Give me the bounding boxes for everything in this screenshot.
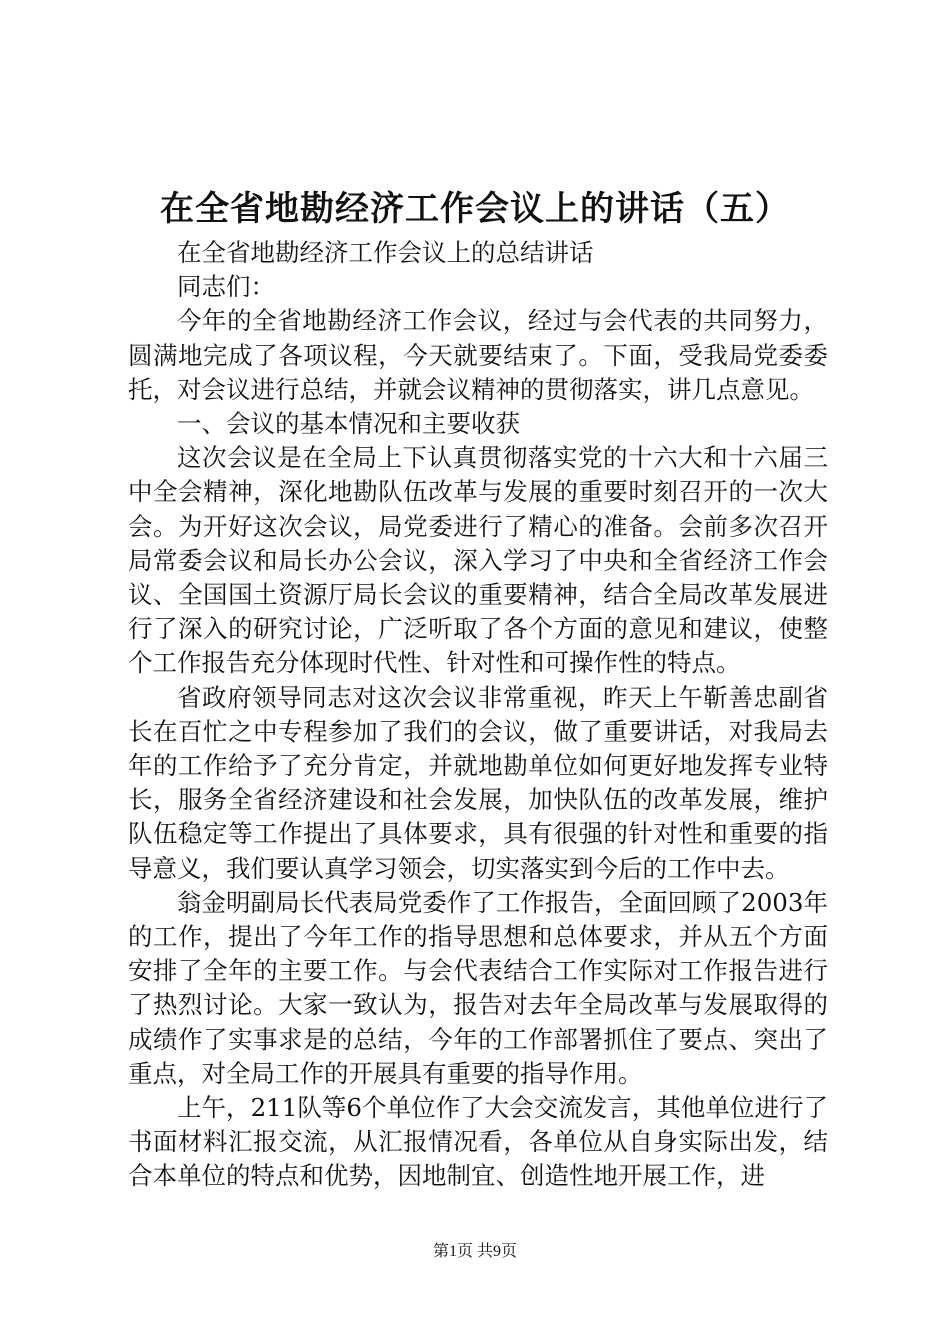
body-paragraph: 省政府领导同志对这次会议非常重视，昨天上午靳善忠副省长在百忙之中专程参加了我们的会议，做了重要讲话，对我局去年的工作给予了充分肯定，并就地勘单位如何更好地发挥专业特长，服务全省经济建设和社会发展，加快队伍的改革发展，维护队伍稳定等工作提出了具体要求，具有很强的针对性和重要的指导意义，我们要认真学习领会，切实落实到今后的工作中去。	[128, 682, 828, 883]
body-paragraph: 今年的全省地勘经济工作会议，经过与会代表的共同努力，圆满地完成了各项议程，今天就要结束了。下面，受我局党委委托，对会议进行总结，并就会议精神的贯彻落实，讲几点意见。	[128, 306, 828, 404]
document-title: 在全省地勘经济工作会议上的讲话（五）	[160, 189, 790, 229]
section-heading: 一、会议的基本情况和主要收获	[177, 409, 520, 439]
body-paragraph: 这次会议是在全局上下认真贯彻落实党的十六大和十六届三中全会精神，深化地勘队伍改革与发展的重要时刻召开的一次大会。为开好这次会议，局党委进行了精心的准备。会前多次召开局常委会议和局长办公会议，深入学习了中央和全省经济工作会议、全国国土资源厅局长会议的重要精神，结合全局改革发展进行了深入的研究讨论，广泛听取了各个方面的意见和建议，使整个工作报告充分体现时代性、针对性和可操作性的特点。	[128, 443, 828, 678]
document-body	[128, 236, 828, 1194]
page-number-footer: 第1页 共9页	[432, 1243, 517, 1260]
body-paragraph: 上午，211队等6个单位作了大会交流发言，其他单位进行了书面材料汇报交流，从汇报情况看，各单位从自身实际出发，结合本单位的特点和优势，因地制宜、创造性地开展工作，进	[128, 1093, 828, 1191]
salutation-paragraph: 同志们：	[177, 272, 275, 302]
body-paragraph: 翁金明副局长代表局党委作了工作报告，全面回顾了2003年的工作，提出了今年工作的指导思想和总体要求，并从五个方面安排了全年的主要工作。与会代表结合工作实际对工作报告进行了热烈讨论。大家一致认为，报告对去年全局改革与发展取得的成绩作了实事求是的总结，今年的工作部署抓住了要点、突出了重点，对全局工作的开展具有重要的指导作用。	[128, 887, 828, 1088]
subtitle-paragraph: 在全省地勘经济工作会议上的总结讲话	[177, 238, 594, 267]
